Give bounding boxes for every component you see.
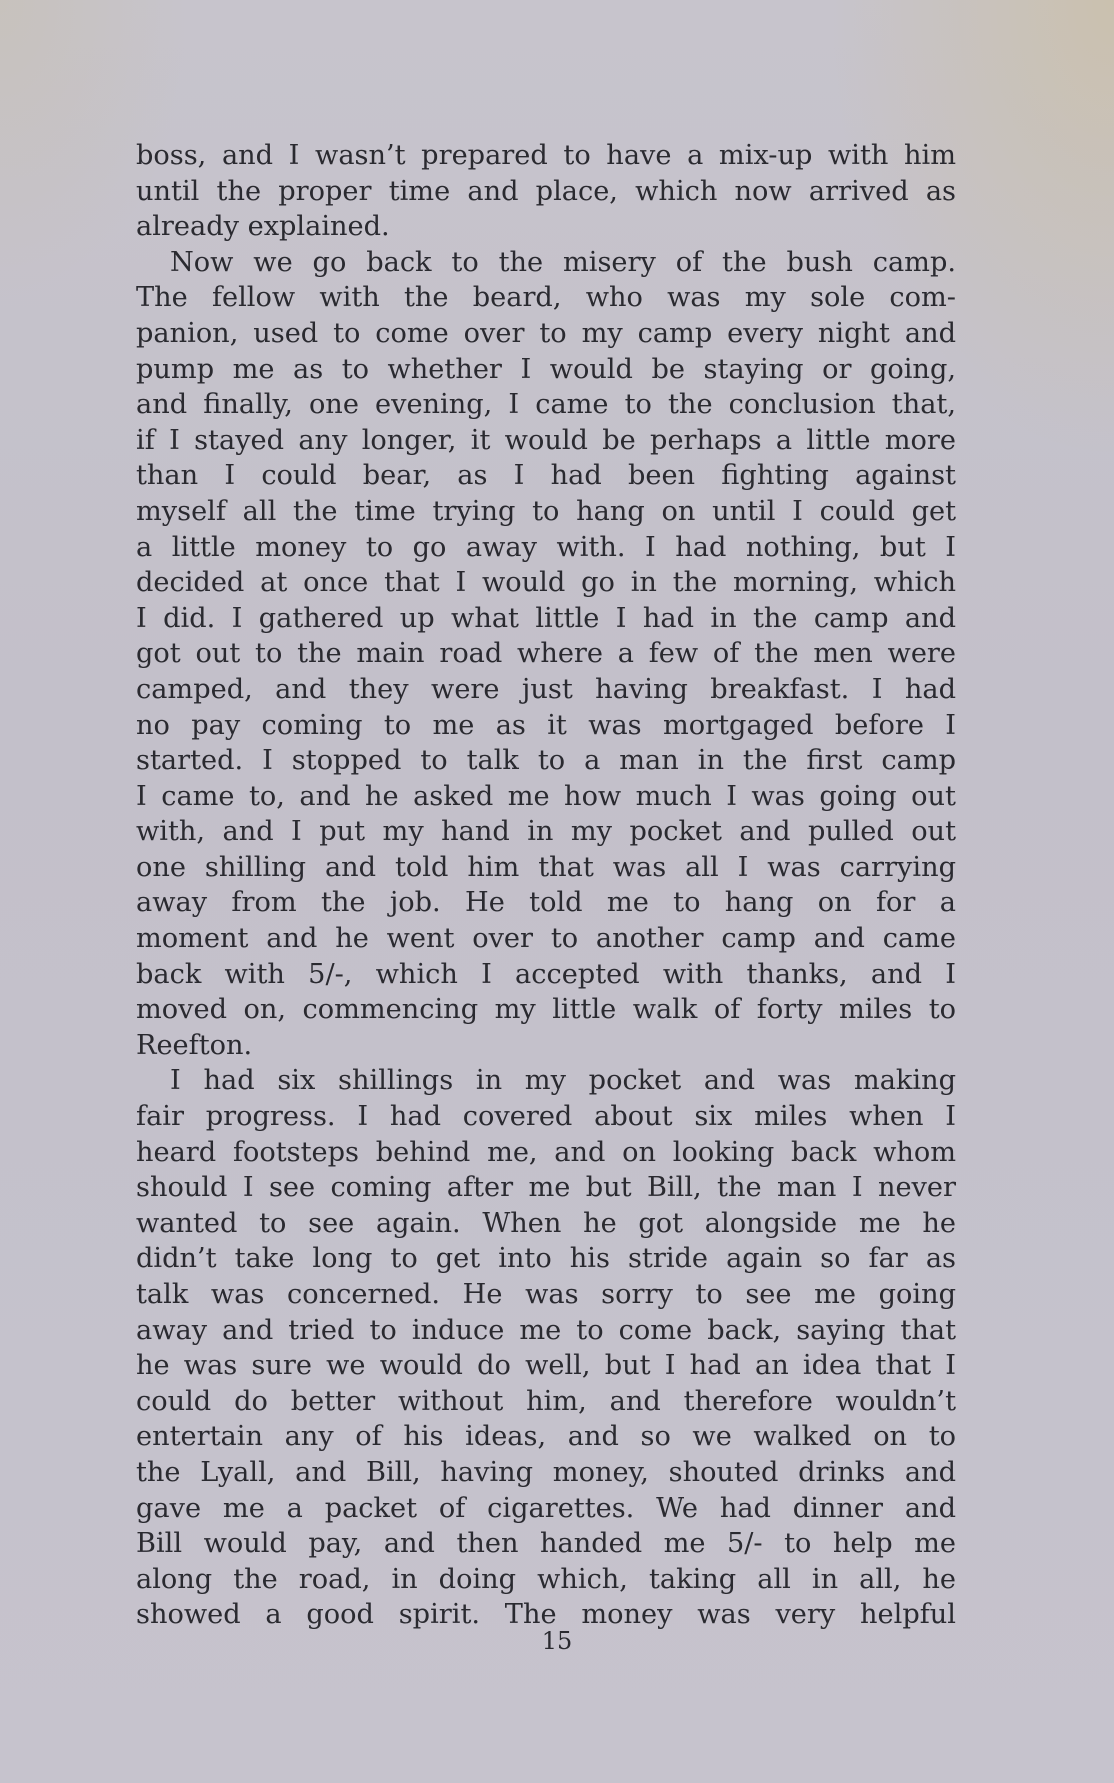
text-line: panion, used to come over to my camp every night and [136,317,956,349]
text-line: the Lyall, and Bill, having money, shouted drinks and [136,1456,956,1488]
text-line: myself all the time trying to hang on until I could get [136,495,956,527]
text-line: pump me as to whether I would be staying or going, [136,353,956,385]
text-line: camped, and they were just having breakfast. I had [136,673,956,705]
text-line: moment and he went over to another camp and came [136,923,956,955]
text-line: I did. I gathered up what little I had in the camp and [136,602,956,634]
text-line: along the road, in doing which, taking all in all, he [136,1563,956,1595]
text-line: The fellow with the beard, who was my sole com- [136,282,956,314]
text-line: started. I stopped to talk to a man in the first camp [136,745,956,777]
text-line: boss, and I wasn’t prepared to have a mix-up with him [136,140,956,171]
text-line: I had six shillings in my pocket and was making [170,1065,956,1097]
text-line: he was sure we would do well, but I had an idea that I [136,1350,956,1382]
body-text [136,138,956,1633]
text-line: back with 5/-, which I accepted with thanks, and I [136,958,956,990]
text-line: gave me a packet of cigarettes. We had dinner and [136,1492,956,1524]
text-line: if I stayed any longer, it would be perhaps a little more [136,424,956,456]
text-line: got out to the main road where a few of the men were [136,638,956,670]
text-line: until the proper time and place, which now arrived as [136,175,956,207]
text-line: already explained. [136,211,390,243]
text-line: Reefton. [136,1029,253,1061]
text-line: moved on, commencing my little walk of forty miles to [136,994,956,1026]
text-line: Now we go back to the misery of the bush camp. [170,246,956,278]
text-line: wanted to see again. When he got alongside me he [136,1207,956,1239]
text-line: fair progress. I had covered about six miles when I [136,1101,956,1133]
text-line: away and tried to induce me to come back, saying that [136,1314,956,1346]
text-line: could do better without him, and therefore wouldn’t [136,1385,956,1417]
text-line: no pay coming to me as it was mortgaged before I [136,709,956,741]
text-line: I came to, and he asked me how much I was going out [136,780,956,812]
text-line: Bill would pay, and then handed me 5/- to help me [136,1528,956,1560]
text-line: with, and I put my hand in my pocket and pulled out [136,816,956,848]
text-line: showed a good spirit. The money was very helpful [136,1599,956,1631]
text-line: talk was concerned. He was sorry to see me going [136,1279,956,1310]
page-number: 15 [541,1627,573,1655]
text-line: a little money to go away with. I had nothing, but I [136,531,956,563]
text-line: heard footsteps behind me, and on looking back whom [136,1136,956,1168]
text-line: away from the job. He told me to hang on for a [136,887,956,919]
text-line: didn’t take long to get into his stride again so far as [136,1243,956,1275]
text-line: one shilling and told him that was all I was carrying [136,851,956,883]
text-line: entertain any of his ideas, and so we walked on to [136,1421,956,1453]
text-line: than I could bear, as I had been fighting against [136,460,956,492]
text-line: and finally, one evening, I came to the conclusion that, [136,389,956,421]
text-line: should I see coming after me but Bill, the man I never [136,1172,956,1204]
text-line: decided at once that I would go in the morning, which [136,567,956,599]
